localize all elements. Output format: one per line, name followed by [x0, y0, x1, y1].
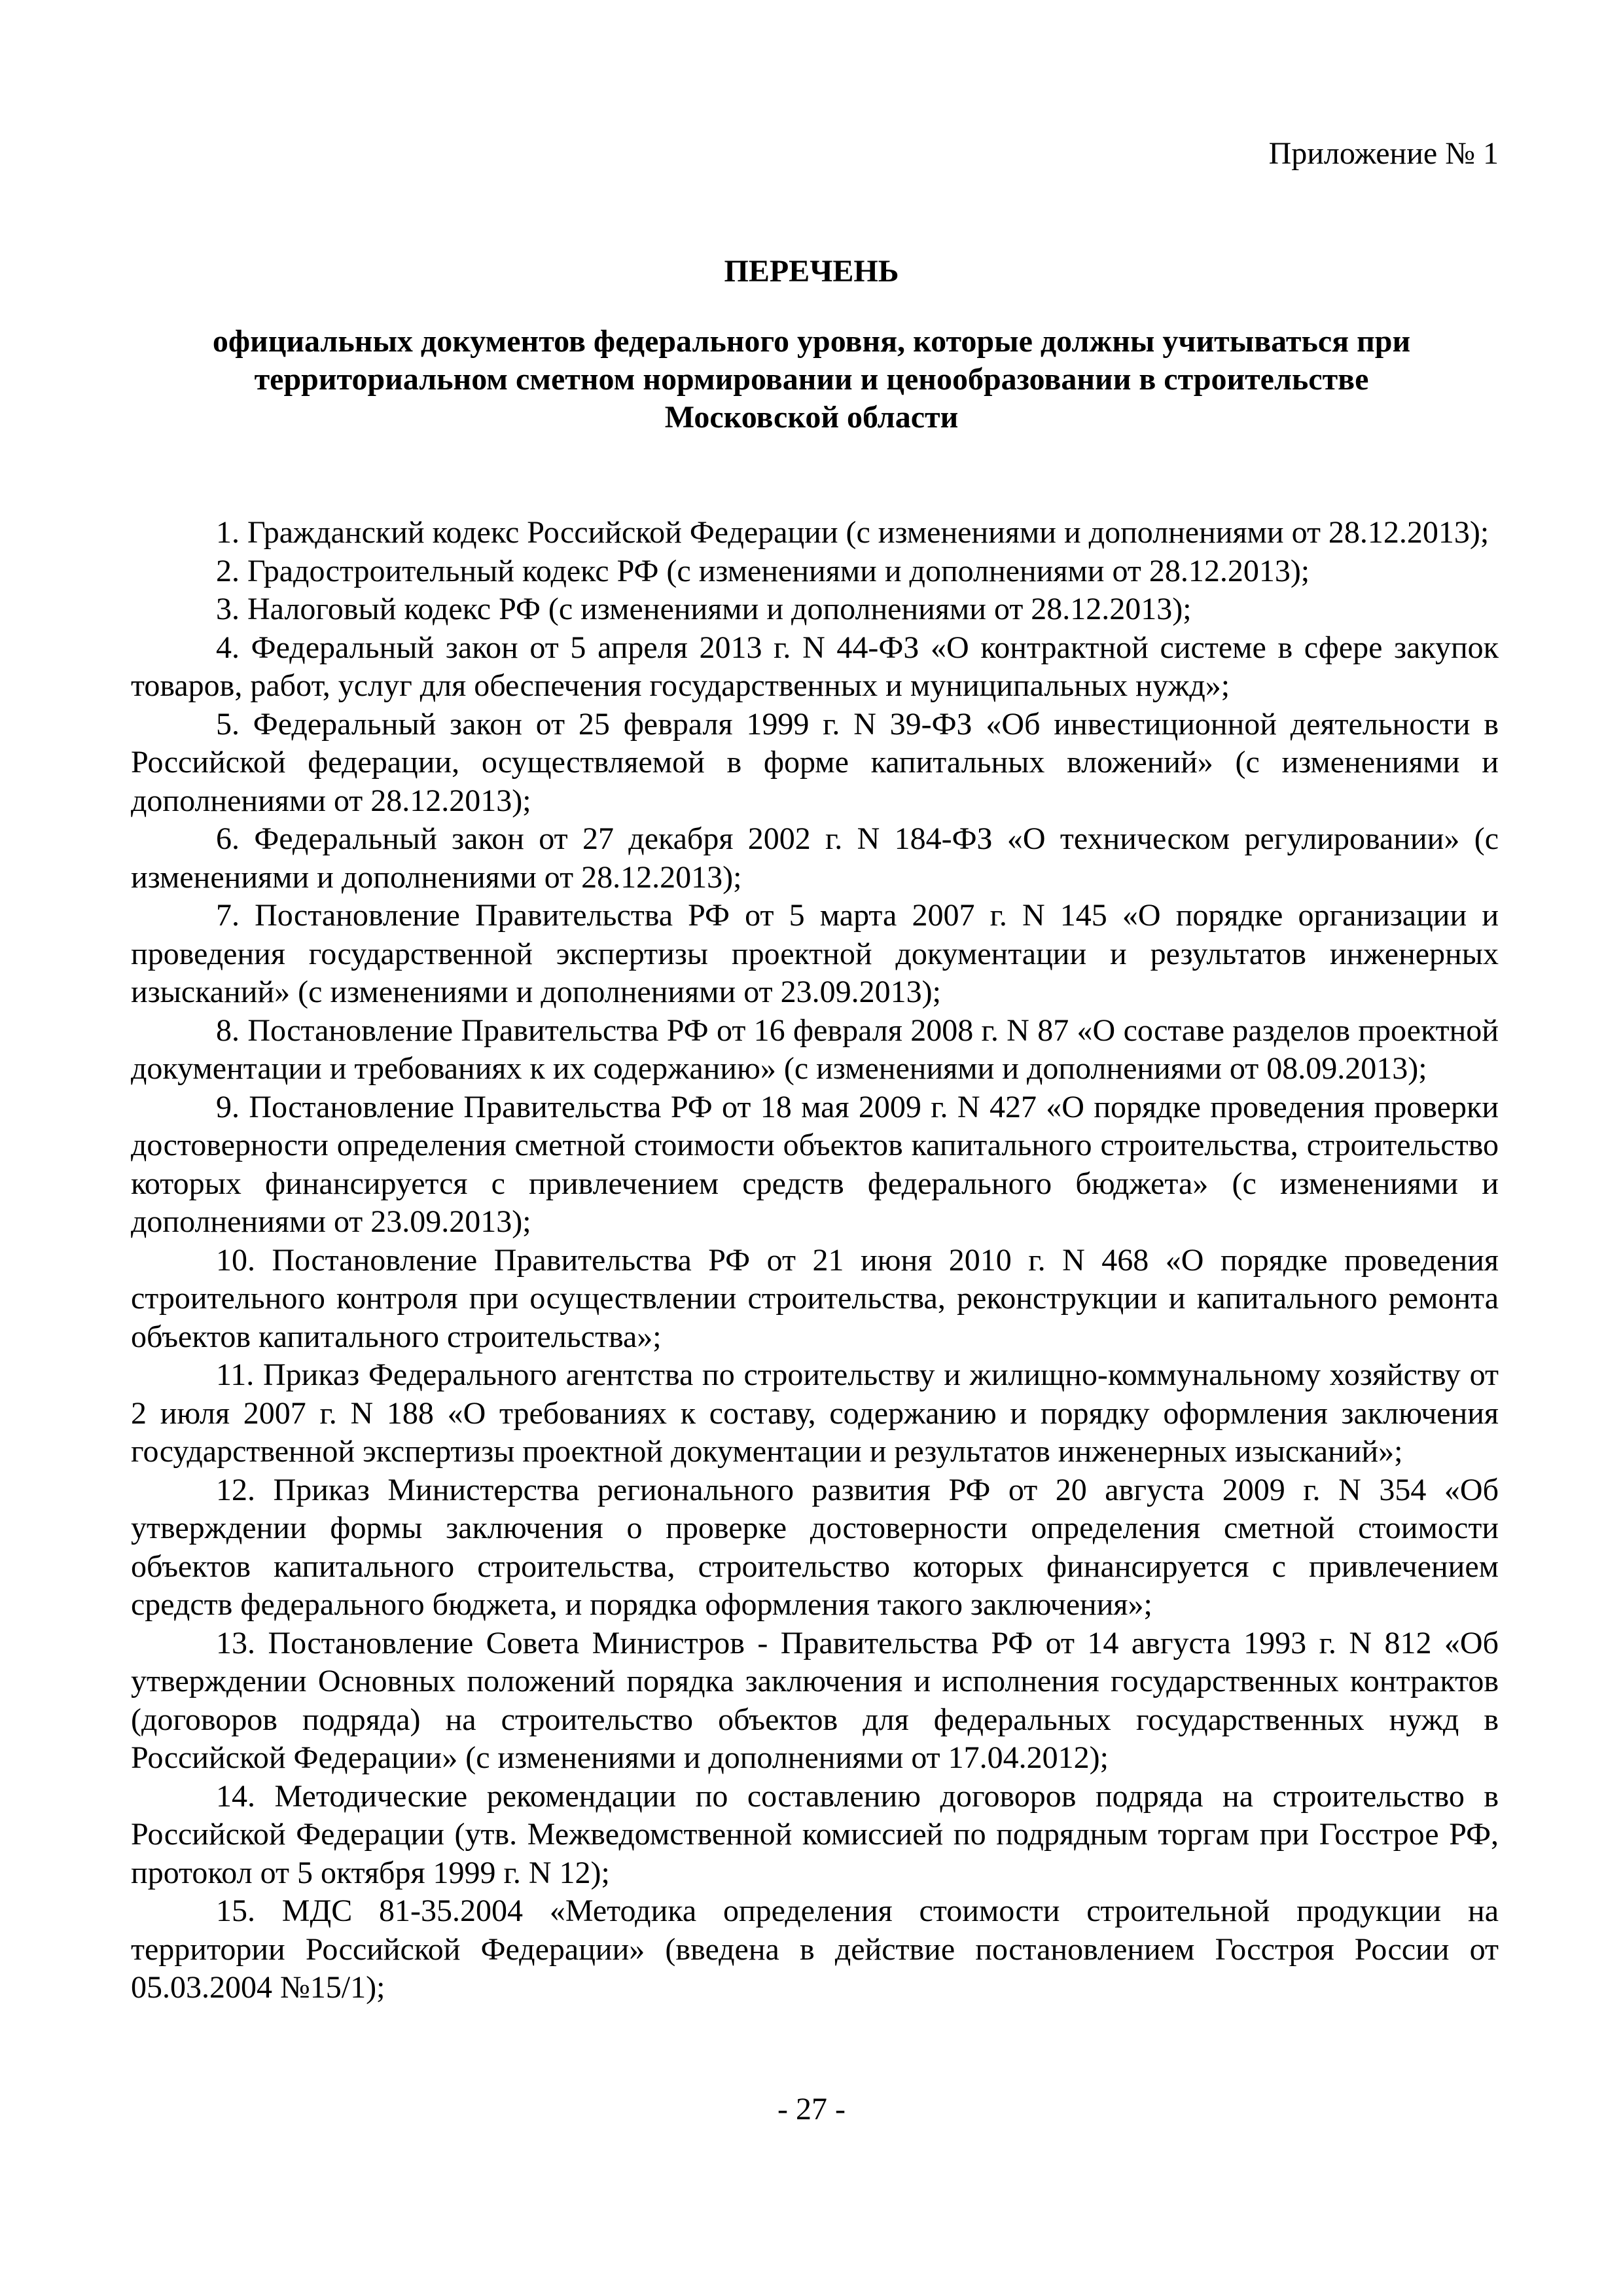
list-item: 1. Гражданский кодекс Российской Федерации (с изменениями и дополнениями от 28.12.2013); [216, 515, 1489, 550]
appendix-label: Приложение № 1 [1268, 136, 1499, 171]
list-item: 8. Постановление Правительства РФ от 16 февраля 2008 г. N 87 «О составе разделов проектной документации и требованиях к их содержанию» (с изменениями и дополнениями от 08.09.2013); [131, 1013, 1499, 1086]
subtitle-line: территориальном сметном нормировании и ценообразовании в строительстве [254, 362, 1369, 397]
list-item: 2. Градостроительный кодекс РФ (с изменениями и дополнениями от 28.12.2013); [216, 553, 1310, 588]
list-item: 15. МДС 81-35.2004 «Методика определения стоимости строительной продукции на территории Российской Федерации» (введена в действие постановлением Госстроя России от 05.03.2004 №15/1); [131, 1893, 1499, 2005]
list-item: 11. Приказ Федерального агентства по строительству и жилищно-коммунальному хозяйству от 2 июля 2007 г. N 188 «О требованиях к составу, содержанию и порядку оформления заключения государственной экспертизы проектной документации и результатов инженерных изысканий»; [131, 1357, 1499, 1469]
document-subtitle [177, 323, 1446, 437]
list-item: 4. Федеральный закон от 5 апреля 2013 г. N 44-ФЗ «О контрактной системе в сфере закупок товаров, работ, услуг для обеспечения государственных и муниципальных нужд»; [131, 630, 1499, 703]
list-item: 13. Постановление Совета Министров - Правительства РФ от 14 августа 1993 г. N 812 «Об утверждении Основных положений порядка заключения и исполнения государственных контрактов (договоров подряда) на строительство объектов для федеральных государственных нужд в Российской Федерации» (с изменениями и дополнениями от 17.04.2012); [131, 1625, 1499, 1775]
list-item: 7. Постановление Правительства РФ от 5 марта 2007 г. N 145 «О порядке организации и проведения государственной экспертизы проектной документации и результатов инженерных изысканий» (с изменениями и дополнениями от 23.09.2013); [131, 898, 1499, 1009]
page-number: - 27 - [777, 2092, 846, 2126]
subtitle-line: Московской области [664, 400, 959, 435]
list-item: 14. Методические рекомендации по составлению договоров подряда на строительство в Российской Федерации (утв. Межведомственной комиссией по подрядным торгам при Госстрое РФ, протокол от 5 октября 1999 г. N 12); [131, 1778, 1499, 1890]
list-item: 5. Федеральный закон от 25 февраля 1999 г. N 39-ФЗ «Об инвестиционной деятельности в Российской федерации, осуществляемой в форме капитальных вложений» (с изменениями и дополнениями от 28.12.2013); [131, 706, 1499, 818]
list-item: 12. Приказ Министерства регионального развития РФ от 20 августа 2009 г. N 354 «Об утверждении формы заключения о проверке достоверности определения сметной стоимости объектов капитального строительства, строительство которых финансируется с привлечением средств федерального бюджета, и порядка оформления такого заключения»; [131, 1472, 1499, 1622]
document-list [131, 514, 1499, 2007]
list-item: 6. Федеральный закон от 27 декабря 2002 г. N 184-ФЗ «О техническом регулировании» (с изменениями и дополнениями от 28.12.2013); [131, 821, 1499, 895]
document-title: ПЕРЕЧЕНЬ [724, 254, 899, 289]
list-item: 9. Постановление Правительства РФ от 18 мая 2009 г. N 427 «О порядке проведения проверки достоверности определения сметной стоимости объектов капитального строительства, строительство которых финансируется с привлечением средств федерального бюджета» (с изменениями и дополнениями от 23.09.2013); [131, 1089, 1499, 1239]
list-item: 10. Постановление Правительства РФ от 21 июня 2010 г. N 468 «О порядке проведения строительного контроля при осуществлении строительства, реконструкции и капитального ремонта объектов капитального строительства»; [131, 1242, 1499, 1354]
list-item: 3. Налоговый кодекс РФ (с изменениями и дополнениями от 28.12.2013); [216, 592, 1192, 626]
subtitle-line: официальных документов федерального уровня, которые должны учитываться при [212, 324, 1411, 359]
